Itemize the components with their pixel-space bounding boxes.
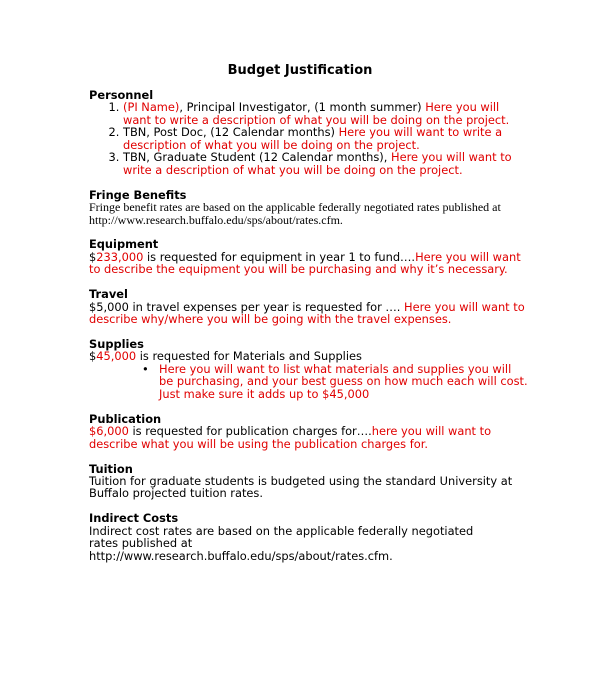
note: here you will want to describe what you will be using the publication charges for. [89,424,492,451]
note: Here you will want to describe why/where you will be going with the travel expenses. [89,299,525,327]
amount: 233,000 [96,249,144,264]
section-indirect [89,512,529,562]
section-text: Fringe benefit rates are based on the applicable federally negotiated rates published at http://www.research.buffalo.edu/sps/about/rates.cfm. [89,200,501,227]
section-heading: Fringe Benefits [89,187,187,202]
section-text [89,251,529,276]
section-heading: Indirect Costs [89,511,179,526]
pi-name-placeholder: (PI Name) [123,100,180,115]
rates-url: http://www.research.buffalo.edu/sps/about/rates.cfm. [89,548,393,563]
section-text [89,301,529,326]
personnel-list [89,101,529,176]
section-supplies [89,338,529,400]
document-page [89,64,529,575]
item-text: TBN, Graduate Student (12 Calendar months), [123,150,391,165]
amount: 45,000 [96,349,137,364]
text: is requested for Materials and Supplies [136,349,362,364]
list-item [123,151,529,176]
section-fringe [89,189,529,226]
section-text [89,425,529,450]
bullet-icon: • [142,361,149,376]
dollar-sign: $ [89,249,97,264]
document-title: Budget Justification [227,63,373,78]
item-text: , Principal Investigator, (1 month summer) [179,100,426,115]
section-heading: Personnel [89,88,154,102]
supplies-list [89,363,529,400]
section-heading: Tuition [89,461,133,476]
amount: $6,000 [89,424,129,439]
list-item [142,361,529,401]
section-personnel [89,89,529,176]
section-heading: Travel [89,287,128,302]
note: Here you will want to describe the equipment you will be purchasing and why it’s necessary. [89,249,521,277]
section-publication [89,413,529,450]
list-item [123,126,529,151]
item-note: Here you will want to write a description of what you will be doing on the project. [123,100,510,127]
section-equipment [89,238,529,275]
list-item [123,101,529,126]
section-travel [89,288,529,325]
section-text: Indirect cost rates are based on the applicable federally negotiated rates published at [89,523,474,551]
note: Here you will want to list what materials and supplies you will be purchasing, and your best guess on how much each will cost. Just make sure it adds up to $45,000 [159,361,528,401]
section-text: Tuition for graduate students is budgeted using the standard University at Buffalo projected tuition rates. [89,473,513,501]
dollar-sign: $ [89,349,97,364]
item-note: Here you will want to write a description of what you will be doing on the project. [123,125,503,152]
section-heading: Supplies [89,337,144,351]
section-tuition [89,463,529,500]
item-note: Here you will want to write a description of what you will be doing on the project. [123,150,512,177]
section-heading: Publication [89,411,162,426]
text: $5,000 in travel expenses per year is requested for …. [89,299,405,314]
item-text: TBN, Post Doc, (12 Calendar months) [123,125,339,140]
text: is requested for equipment in year 1 to fund…. [143,249,416,264]
text: is requested for publication charges for…. [128,424,372,439]
section-heading: Equipment [89,237,159,252]
